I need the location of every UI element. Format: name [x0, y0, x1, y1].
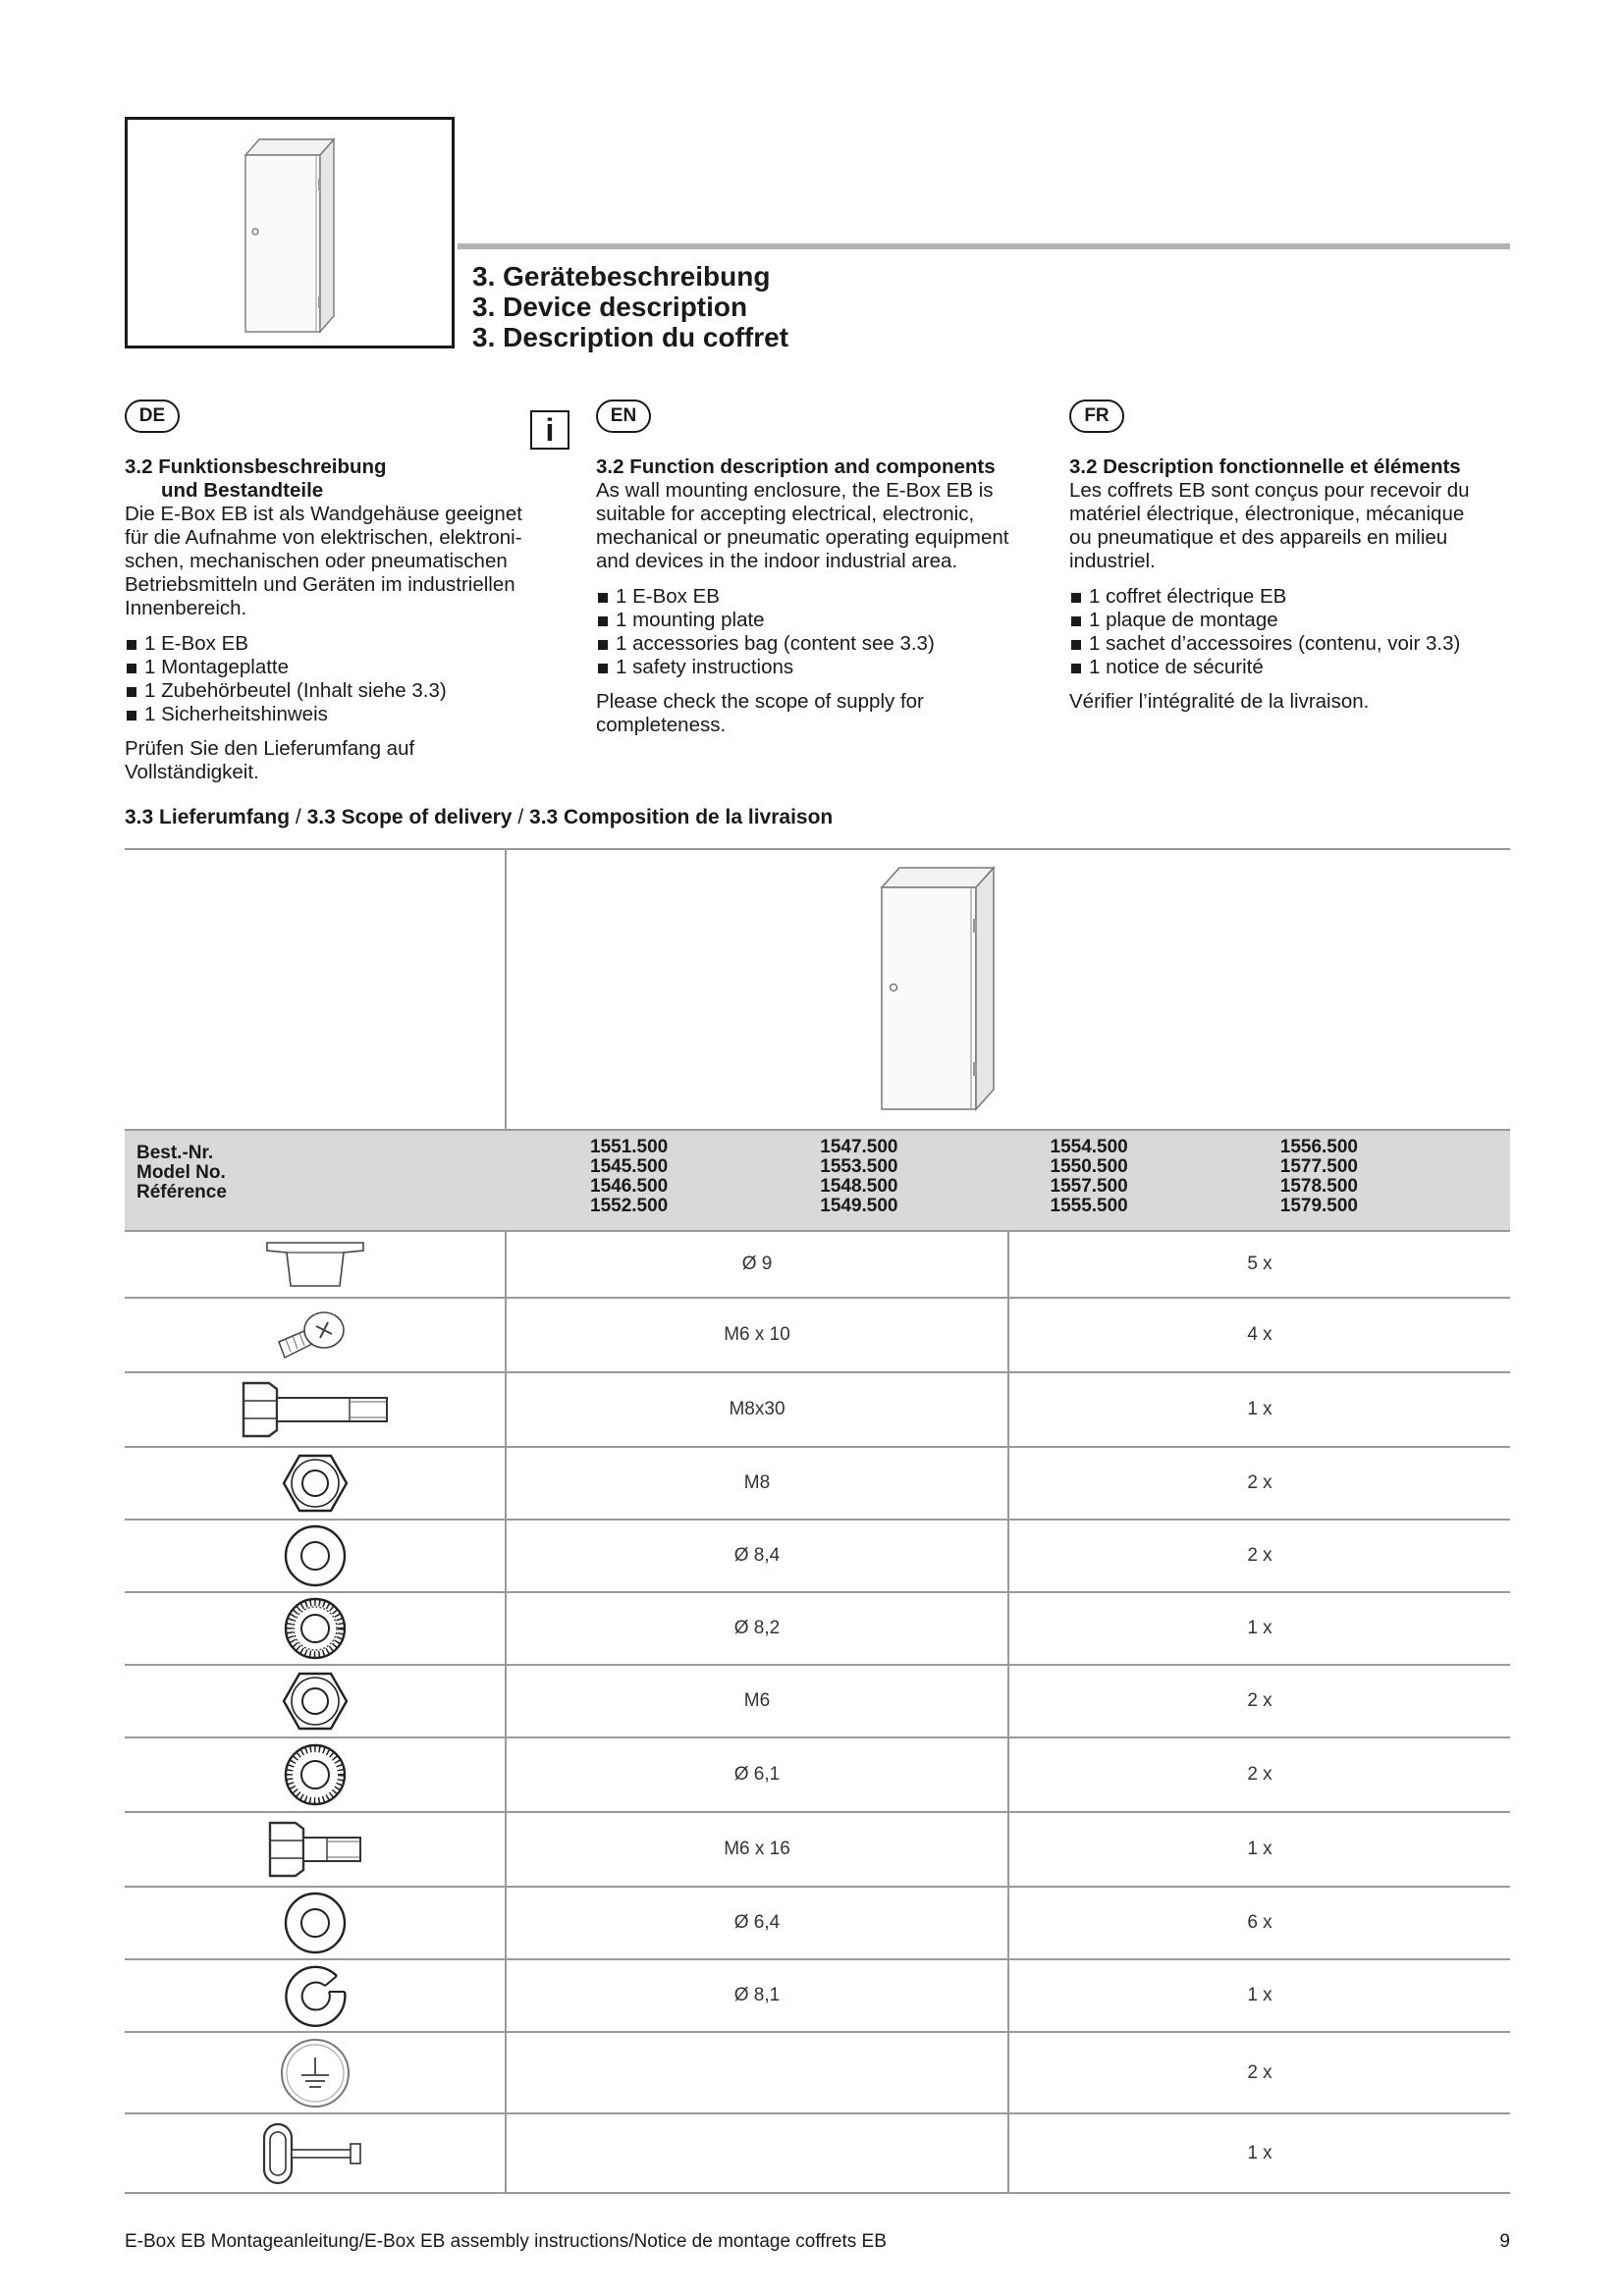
long-bolt-icon: [232, 1375, 399, 1444]
part-quantity: 4 x: [1008, 1298, 1510, 1372]
table-row: [125, 2113, 1510, 2193]
part-quantity: 6 x: [1008, 1887, 1510, 1959]
part-size: M8: [506, 1447, 1008, 1520]
part-size: M6 x 16: [506, 1812, 1008, 1887]
check-note-fr: Vérifier l’intégralité de la livraison.: [1069, 690, 1370, 713]
part-quantity: 2 x: [1008, 1665, 1510, 1737]
part-quantity: 1 x: [1008, 1592, 1510, 1665]
list-item: 1 mounting plate: [596, 609, 1053, 632]
serrated-washer-icon: [276, 1741, 354, 1808]
part-size: [506, 2113, 1008, 2193]
title-de: 3. Gerätebeschreibung: [472, 261, 771, 292]
model-column: 1551.500 1545.500 1546.500 1552.500: [590, 1137, 669, 1216]
part-size: Ø 8,1: [506, 1959, 1008, 2032]
part-quantity: 1 x: [1008, 1372, 1510, 1447]
part-quantity: 2 x: [1008, 1737, 1510, 1812]
key-icon: [256, 2118, 374, 2189]
check-note-en: Please check the scope of supply for completeness.: [596, 690, 924, 736]
list-item: 1 E-Box EB: [125, 632, 581, 656]
items-list-fr: [1069, 585, 1526, 679]
part-quantity: 2 x: [1008, 1447, 1510, 1520]
description-en: As wall mounting enclosure, the E-Box EB is suitable for accepting electrical, electronic, mechanical or pneumatic operating equipment and devices in the indoor industrial area.: [596, 479, 1009, 572]
part-quantity: 1 x: [1008, 1812, 1510, 1887]
items-list-de: [125, 632, 581, 726]
model-numbers: [506, 1130, 1510, 1231]
table-row: [125, 1592, 1510, 1665]
description-de: Die E-Box EB ist als Wandgehäuse geeignet für die Aufnahme von elektrischen, elektroni- schen, mechanischen oder pneumatischen Betriebsmitteln und Geräten im industriellen Innenbereich.: [125, 503, 522, 619]
check-note-de: Prüfen Sie den Lieferumfang auf Vollständigkeit.: [125, 737, 415, 783]
list-item: 1 safety instructions: [596, 656, 1053, 679]
list-item: 1 accessories bag (content see 3.3): [596, 632, 1053, 656]
grommet-icon: [261, 1235, 369, 1294]
part-size: M6 x 10: [506, 1298, 1008, 1372]
table-row: [125, 1372, 1510, 1447]
part-size: Ø 9: [506, 1231, 1008, 1298]
blank-cell: [125, 850, 506, 1130]
part-quantity: 1 x: [1008, 2113, 1510, 2193]
page-number: 9: [1499, 2231, 1510, 2252]
description-fr: Les coffrets EB sont conçus pour recevoir du matériel électrique, électronique, mécanique ou pneumatique et des appareils en milieu industriel.: [1069, 479, 1470, 572]
part-size: Ø 6,4: [506, 1887, 1008, 1959]
table-row: [125, 1520, 1510, 1592]
table-row: [125, 1231, 1510, 1298]
column-fr: [1069, 400, 1526, 714]
enclosure-icon: [236, 133, 344, 340]
list-item: 1 Montageplatte: [125, 656, 581, 679]
model-number-label: Best.-Nr. Model No. Référence: [125, 1130, 506, 1231]
part-size: [506, 2032, 1008, 2113]
page-title: [472, 261, 788, 352]
hex-nut-icon: [276, 1450, 354, 1517]
split-washer-icon: [276, 1962, 354, 2029]
enclosure-image-cell: [506, 850, 1510, 1130]
earth-label-icon: [274, 2036, 356, 2110]
part-size: M6: [506, 1665, 1008, 1737]
table-row: [125, 1812, 1510, 1887]
part-size: Ø 8,2: [506, 1592, 1008, 1665]
lang-badge-fr: FR: [1069, 400, 1124, 433]
part-quantity: 5 x: [1008, 1231, 1510, 1298]
section-heading-fr: 3.2 Description fonctionnelle et éléments: [1069, 455, 1461, 478]
table-heading: 3.3 Lieferumfang / 3.3 Scope of delivery / 3.3 Composition de la livraison: [125, 806, 834, 828]
lang-badge-en: EN: [596, 400, 651, 433]
scope-of-delivery-table: [125, 850, 1510, 2194]
table-row: [125, 1737, 1510, 1812]
part-quantity: 2 x: [1008, 2032, 1510, 2113]
table-row: [125, 1447, 1510, 1520]
table-row: [125, 1887, 1510, 1959]
list-item: 1 Zubehörbeutel (Inhalt siehe 3.3): [125, 679, 581, 703]
serrated-washer-icon: [276, 1595, 354, 1662]
short-bolt-icon: [256, 1815, 374, 1884]
model-column: 1554.500 1550.500 1557.500 1555.500: [1050, 1137, 1128, 1216]
list-item: 1 Sicherheitshinweis: [125, 703, 581, 726]
list-item: 1 sachet d’accessoires (contenu, voir 3.3): [1069, 632, 1526, 656]
items-list-en: [596, 585, 1053, 679]
table-row: [125, 1298, 1510, 1372]
washer-icon: [276, 1522, 354, 1589]
column-de: [125, 400, 581, 784]
model-column: 1547.500 1553.500 1548.500 1549.500: [820, 1137, 898, 1216]
section-heading-de: 3.2 Funktionsbeschreibung: [125, 455, 387, 478]
washer-icon: [276, 1890, 354, 1956]
title-fr: 3. Description du coffret: [472, 322, 789, 352]
section-heading-en: 3.2 Function description and components: [596, 455, 996, 478]
info-icon: i: [530, 410, 569, 450]
table-row: [125, 2032, 1510, 2113]
lang-badge-de: DE: [125, 400, 180, 433]
part-size: Ø 8,4: [506, 1520, 1008, 1592]
table-row: [125, 1959, 1510, 2032]
header-rule: [458, 243, 1510, 249]
section-heading-de-cont: und Bestandteile: [161, 479, 324, 502]
part-size: Ø 6,1: [506, 1737, 1008, 1812]
list-item: 1 coffret électrique EB: [1069, 585, 1526, 609]
screw-icon: [261, 1301, 369, 1369]
part-size: M8x30: [506, 1372, 1008, 1447]
part-quantity: 2 x: [1008, 1520, 1510, 1592]
model-column: 1556.500 1577.500 1578.500 1579.500: [1279, 1137, 1358, 1216]
list-item: 1 E-Box EB: [596, 585, 1053, 609]
list-item: 1 notice de sécurité: [1069, 656, 1526, 679]
footer-text: E-Box EB Montageanleitung/E-Box EB assembly instructions/Notice de montage coffrets EB: [125, 2231, 887, 2252]
column-en: [596, 400, 1053, 737]
part-quantity: 1 x: [1008, 1959, 1510, 2032]
hex-nut-icon: [276, 1668, 354, 1735]
enclosure-icon: [870, 860, 1005, 1117]
table-row: [125, 1665, 1510, 1737]
title-en: 3. Device description: [472, 292, 748, 322]
list-item: 1 plaque de montage: [1069, 609, 1526, 632]
